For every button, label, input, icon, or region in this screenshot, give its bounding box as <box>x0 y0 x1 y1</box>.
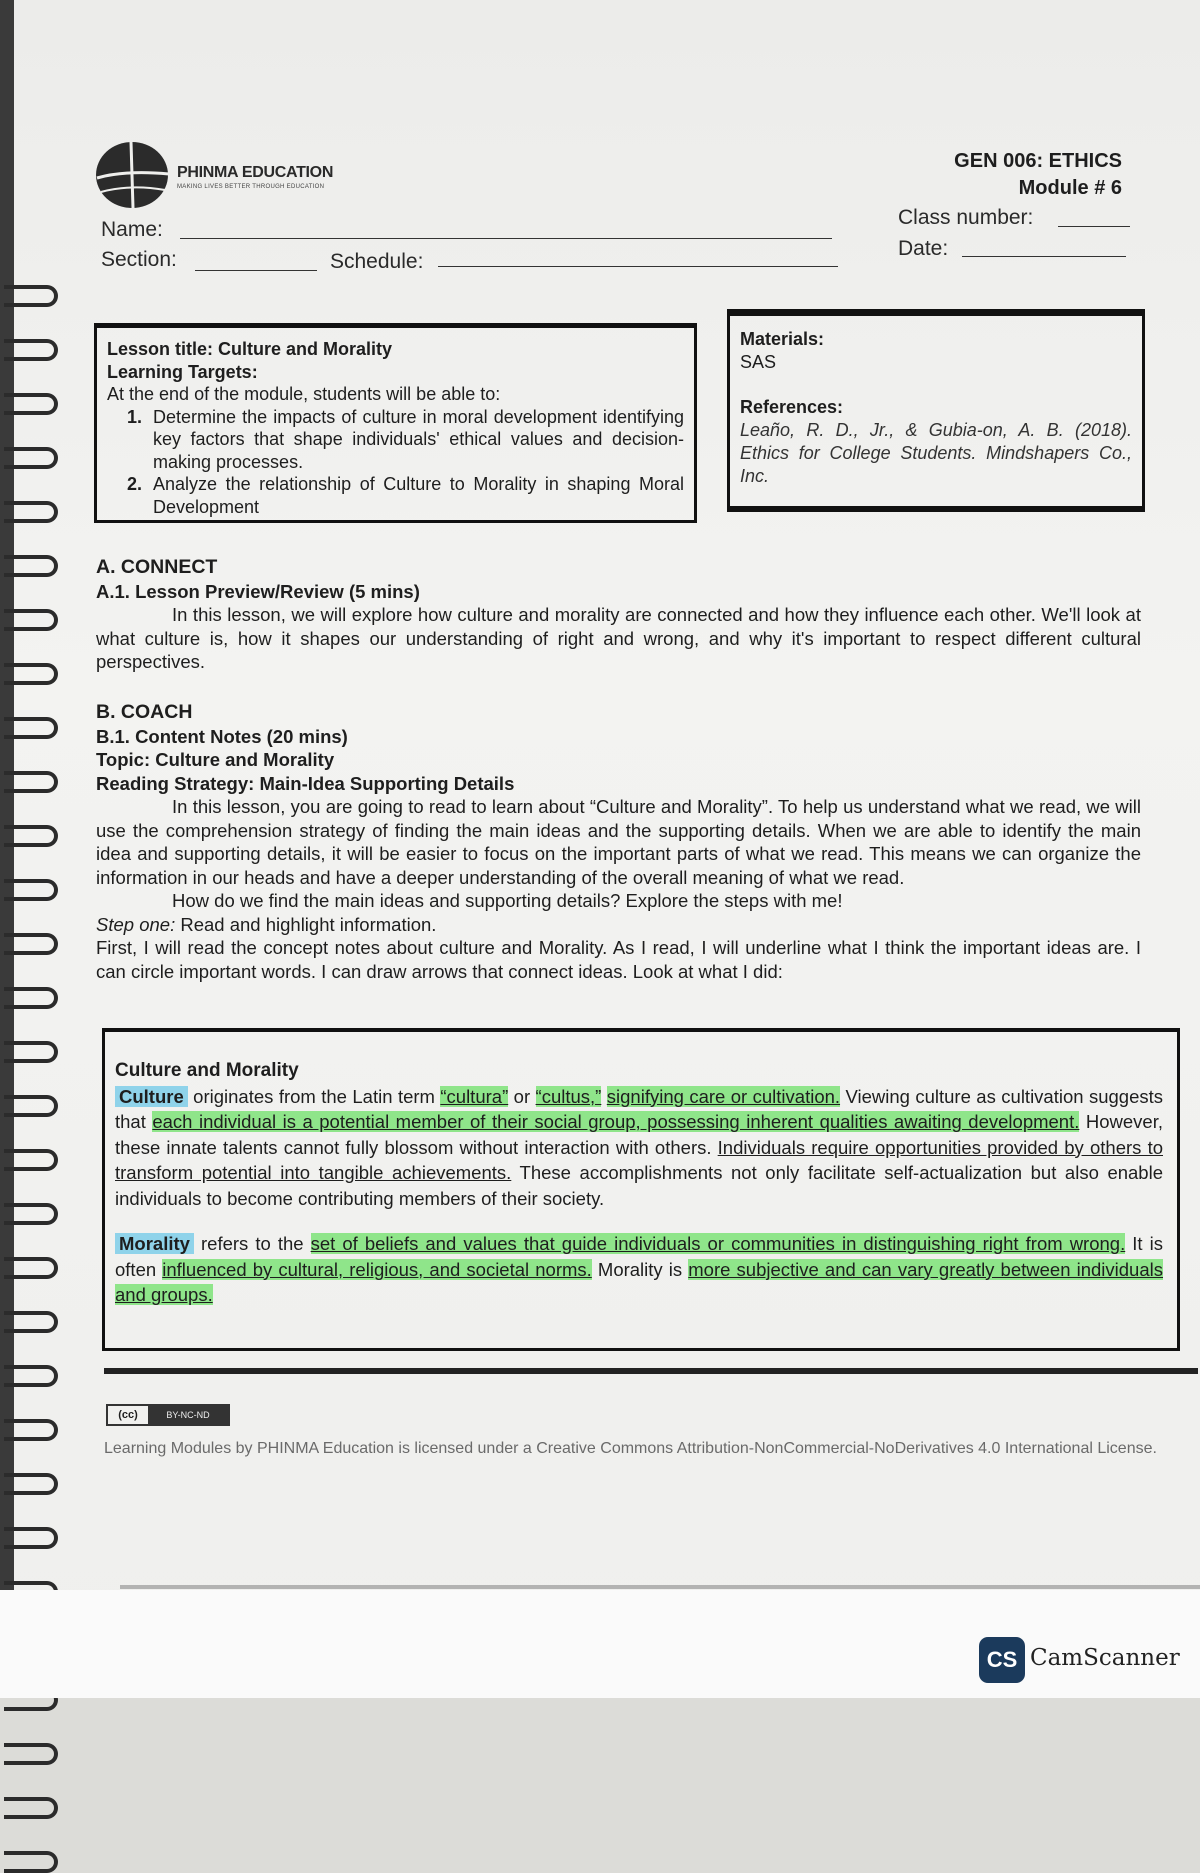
course-code: GEN 006: ETHICS <box>954 150 1122 172</box>
learning-targets-list <box>107 406 684 519</box>
page-edge-line <box>120 1585 1200 1589</box>
footer-rule <box>104 1368 1198 1374</box>
spiral-ring <box>4 1473 58 1495</box>
morality-text-1: refers to the <box>193 1233 311 1254</box>
spiral-ring <box>4 393 58 415</box>
spiral-ring <box>4 609 58 631</box>
spiral-ring <box>4 1419 58 1441</box>
step-one-text: Read and highlight information. <box>175 913 437 935</box>
morality-paragraph <box>115 1231 1163 1308</box>
spiral-ring <box>4 1527 58 1549</box>
reading-box <box>102 1028 1180 1351</box>
culture-text-3: Viewing culture as cultivation suggests that <box>115 1085 1164 1132</box>
spiral-ring <box>4 1365 58 1387</box>
spiral-ring <box>4 1851 58 1873</box>
lesson-title <box>107 338 684 361</box>
materials-label: Materials: <box>740 329 825 349</box>
learning-target-1: 1. Determine the impacts of culture in moral development identifying key factors that shape individuals' ethical values and decision-making processes. <box>147 406 684 474</box>
coach-strategy: Reading Strategy: Main-Idea Supporting Details <box>96 772 515 794</box>
spiral-ring <box>4 771 58 793</box>
cc-terms: BY-NC-ND <box>148 1406 228 1424</box>
coach-heading: B. COACH <box>96 701 193 723</box>
spiral-ring <box>4 987 58 1009</box>
culture-supporting-detail: Individuals require opportunities provided by others to transform potential into tangible achievements. <box>115 1136 1163 1183</box>
spiral-ring <box>4 447 58 469</box>
logo-tagline: MAKING LIVES BETTER THROUGH EDUCATION <box>177 184 325 190</box>
module-number: Module # 6 <box>1018 177 1122 199</box>
culture-main-idea: each individual is a potential member of their social group, possessing inherent qualities awaiting development. <box>152 1111 1080 1132</box>
materials-value: SAS <box>740 352 777 372</box>
schedule-line[interactable] <box>438 266 838 267</box>
spiral-ring <box>4 555 58 577</box>
phinma-logo-icon <box>95 140 170 210</box>
morality-subjectivity: more subjective and can vary greatly between individuals and groups. <box>115 1258 1163 1305</box>
spiral-ring <box>4 663 58 685</box>
date-line[interactable] <box>962 256 1126 257</box>
logo-text: PHINMA EDUCATION <box>177 164 334 181</box>
step-one-label: Step one: <box>96 913 176 935</box>
spiral-ring <box>4 285 58 307</box>
name-label: Name: <box>101 218 163 241</box>
camscanner-logo-icon: CS <box>979 1637 1025 1683</box>
coach-section <box>96 701 1141 983</box>
section-line[interactable] <box>195 270 317 271</box>
culture-text-1: originates from the Latin term <box>187 1085 441 1107</box>
coach-topic: Topic: Culture and Morality <box>96 749 335 770</box>
cc-symbol: (cc) <box>118 1409 138 1421</box>
name-line[interactable] <box>180 238 832 239</box>
coach-paragraph-2: How do we find the main ideas and supporting details? Explore the steps with me! <box>172 890 843 911</box>
creative-commons-badge-icon <box>106 1404 230 1426</box>
connect-subheading: A.1. Lesson Preview/Review (5 mins) <box>96 580 420 602</box>
spiral-ring <box>4 1311 58 1333</box>
spiral-ring <box>4 933 58 955</box>
spiral-ring <box>4 1797 58 1819</box>
course-heading <box>954 148 1122 202</box>
spiral-ring <box>4 879 58 901</box>
culture-text-space <box>601 1086 606 1107</box>
spiral-ring <box>4 1095 58 1117</box>
lesson-title-label: Lesson title: <box>107 339 214 359</box>
learning-targets-label: Learning Targets: <box>107 361 258 382</box>
culture-text-4: However, these innate talents cannot fully blossom without interaction with others. <box>115 1111 1164 1158</box>
license-text: Learning Modules by PHINMA Education is licensed under a Creative Commons Attribution-NonCommercial-NoDerivatives 4.0 International License. <box>104 1440 1157 1457</box>
morality-text-2: It is often <box>115 1233 1163 1280</box>
morality-influences: influenced by cultural, religious, and societal norms. <box>162 1258 592 1280</box>
section-label: Section: <box>101 248 177 271</box>
culture-term-cultus: “cultus,” <box>535 1085 602 1107</box>
camscanner-name: CamScanner <box>1030 1645 1180 1671</box>
culture-text-2: or <box>508 1085 536 1107</box>
morality-definition: set of beliefs and values that guide individuals or communities in distinguishing right from wrong. <box>310 1233 1126 1254</box>
schedule-label: Schedule: <box>330 250 424 273</box>
class-number-label: Class number: <box>898 206 1034 229</box>
connect-heading: A. CONNECT <box>96 556 218 578</box>
spiral-ring <box>4 1743 58 1765</box>
binding-edge <box>0 0 14 1590</box>
spiral-ring <box>4 501 58 523</box>
learning-target-2: 2. Analyze the relationship of Culture to Morality in shaping Moral Development <box>147 473 684 518</box>
connect-section <box>96 556 1141 674</box>
spiral-ring <box>4 825 58 847</box>
spiral-ring <box>4 717 58 739</box>
references-label: References: <box>740 397 844 417</box>
date-label: Date: <box>898 237 949 260</box>
learning-targets-intro: At the end of the module, students will be able to: <box>107 384 501 404</box>
morality-keyword: Morality <box>115 1233 194 1254</box>
materials-box <box>727 309 1145 512</box>
class-number-line[interactable] <box>1058 226 1130 227</box>
culture-term-cultura: “cultura” <box>440 1085 509 1107</box>
lesson-box <box>94 323 697 523</box>
spiral-ring <box>4 1041 58 1063</box>
spiral-ring <box>4 1257 58 1279</box>
spiral-ring <box>4 1149 58 1171</box>
culture-keyword: Culture <box>115 1086 188 1107</box>
coach-paragraph-1: In this lesson, you are going to read to learn about “Culture and Morality”. To help us understand what we read, we will use the comprehension strategy of finding the main ideas and the supporting details. When we are able to identify the main idea and supporting details, it will be easier to focus on the important parts of what we read. This means we can organize the information in our heads and have a deeper understanding of the overall meaning of what we read. <box>96 796 1141 888</box>
reading-title: Culture and Morality <box>115 1060 299 1081</box>
spiral-ring <box>4 339 58 361</box>
reference-citation: Leaño, R. D., Jr., & Gubia-on, A. B. (2018). Ethics for College Students. Mindshapers Co., Inc. <box>740 420 1132 486</box>
step-one <box>96 913 1141 937</box>
coach-subheading: B.1. Content Notes (20 mins) <box>96 725 348 747</box>
spiral-binding <box>0 0 70 1600</box>
morality-text-3: Morality is <box>591 1258 689 1280</box>
culture-paragraph <box>115 1084 1163 1212</box>
culture-meaning: signifying care or cultivation. <box>606 1085 841 1107</box>
spiral-ring <box>4 1203 58 1225</box>
connect-text: In this lesson, we will explore how culture and morality are connected and how they influence each other. We'll look at what culture is, how it shapes our understanding of right and wrong, and why it's important to respect different cultural perspectives. <box>96 604 1141 672</box>
lesson-title-value: Culture and Morality <box>218 339 393 359</box>
culture-text-5: These accomplishments not only facilitate self-actualization but also enable individuals to become contributing members of their society. <box>115 1162 1163 1209</box>
coach-paragraph-3: First, I will read the concept notes about culture and Morality. As I read, I will underline what I think the important ideas are. I can circle important words. I can draw arrows that connect ideas. Look at what I did: <box>96 937 1141 982</box>
